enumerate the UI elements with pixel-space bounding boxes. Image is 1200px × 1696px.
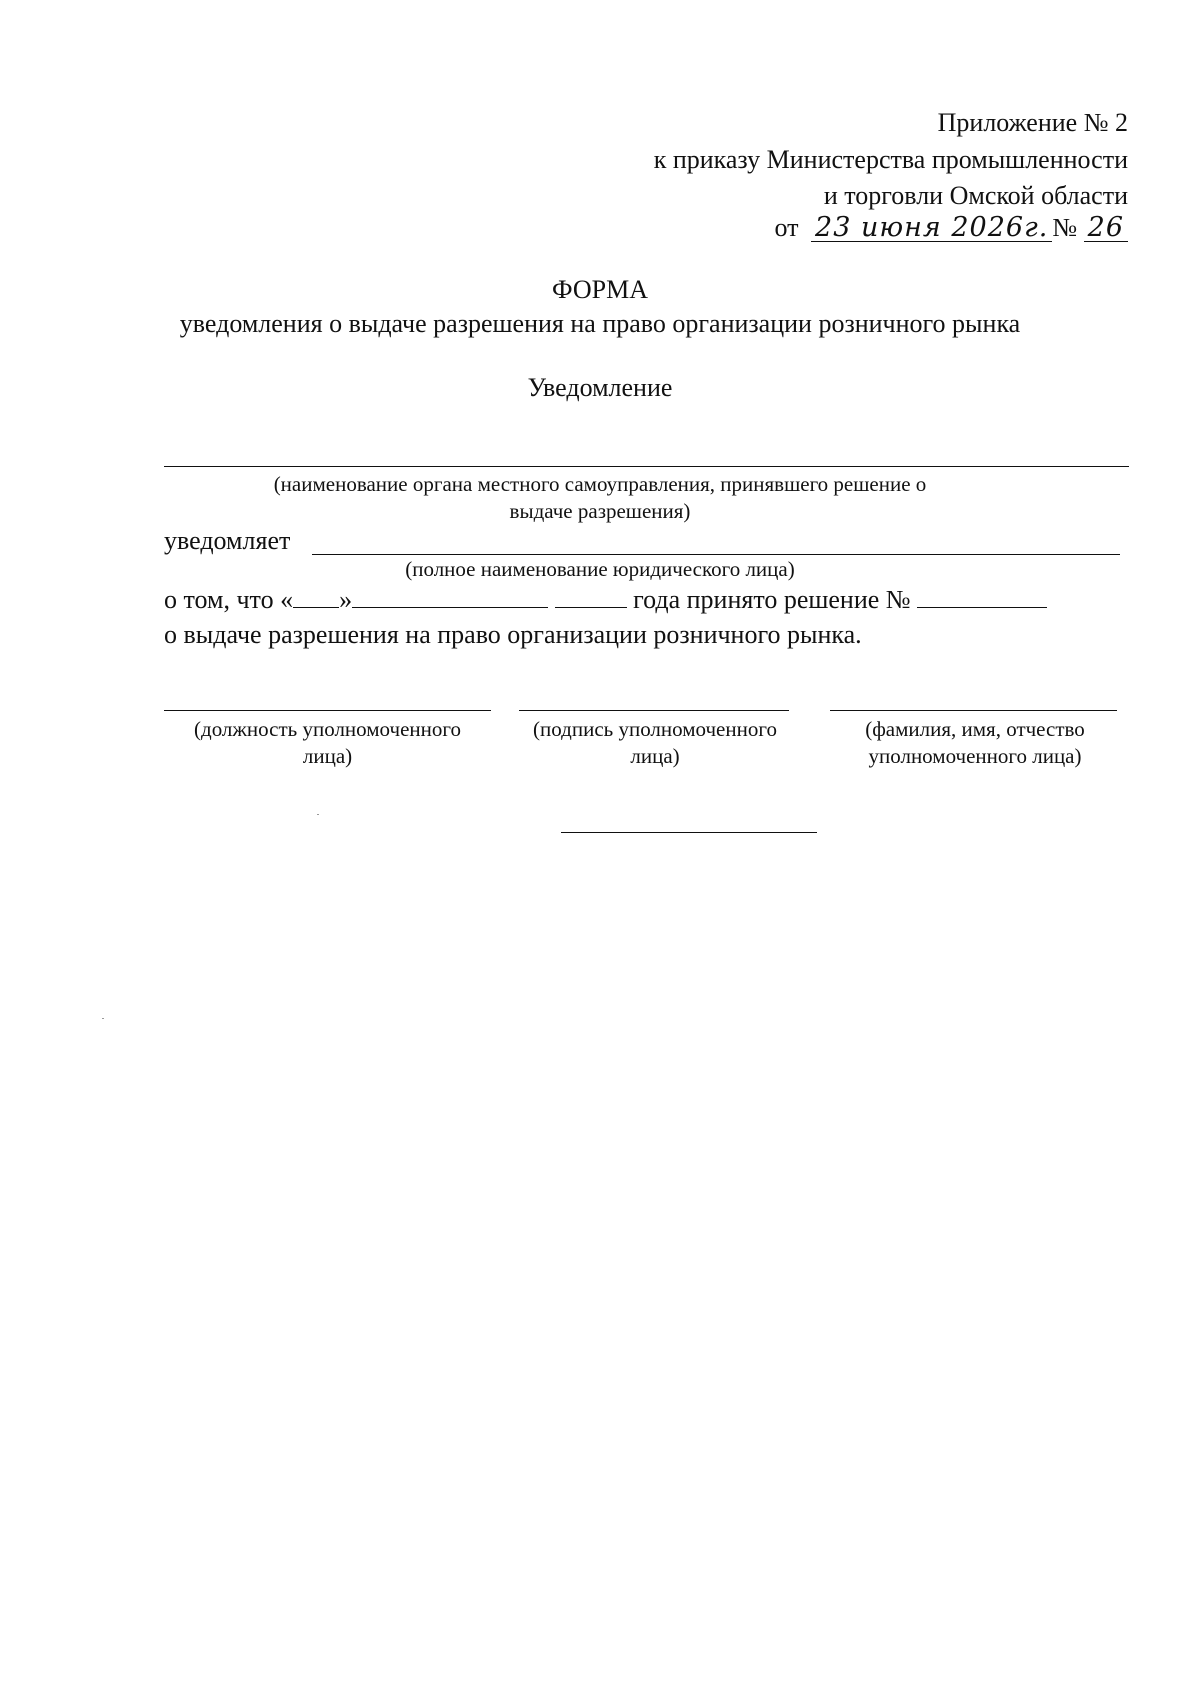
- name-caption-line2: уполномоченного лица): [868, 744, 1082, 768]
- notifies-label: уведомляет: [164, 526, 291, 555]
- decision-quote-close: »: [339, 585, 353, 614]
- name-caption-line1: (фамилия, имя, отчество: [865, 717, 1085, 741]
- signature-caption-line1: (подпись уполномоченного: [533, 717, 777, 741]
- number-prefix: №: [1052, 213, 1078, 242]
- legal-entity-caption: (полное наименование юридического лица): [405, 557, 795, 581]
- signature-caption-line2: лица): [630, 744, 680, 768]
- position-caption-line2: лица): [302, 744, 353, 768]
- order-date-line: [775, 213, 1129, 243]
- year-blank: [555, 587, 627, 608]
- decision-year-suffix: года принято решение №: [633, 585, 911, 614]
- decision-line2: о выдаче разрешения на право организации розничного рынка.: [164, 620, 862, 649]
- ministry-name: и торговли Омской области: [823, 181, 1128, 210]
- scan-speck: [317, 814, 319, 815]
- date-prefix: от: [774, 213, 799, 242]
- authority-caption-line2: выдаче разрешения): [509, 499, 691, 523]
- order-reference: к приказу Министерства промышленности: [653, 145, 1128, 174]
- full-name-blank: [830, 710, 1117, 711]
- scan-speck: [102, 1018, 104, 1019]
- decision-number-blank: [917, 587, 1047, 608]
- handwritten-date: 23 июня 2026г.: [811, 215, 1052, 242]
- form-title: ФОРМА: [552, 275, 648, 304]
- month-blank: [352, 587, 548, 608]
- position-caption-line1: (должность уполномоченного: [194, 717, 461, 741]
- closing-separator: [561, 832, 817, 833]
- legal-entity-blank: [312, 554, 1120, 555]
- authority-name-blank: [164, 466, 1129, 467]
- authority-caption-line1: (наименование органа местного самоуправления, принявшего решение о: [273, 472, 927, 496]
- handwritten-number: 26: [1084, 215, 1128, 242]
- day-blank: [293, 587, 339, 608]
- appendix-label: Приложение № 2: [937, 108, 1128, 137]
- signature-blank: [519, 710, 789, 711]
- decision-prefix: о том, что «: [164, 585, 294, 614]
- decision-line: [164, 585, 1047, 615]
- form-subtitle: уведомления о выдаче разрешения на право организации розничного рынка: [179, 309, 1021, 338]
- notice-title: Уведомление: [527, 373, 673, 402]
- position-blank: [164, 710, 491, 711]
